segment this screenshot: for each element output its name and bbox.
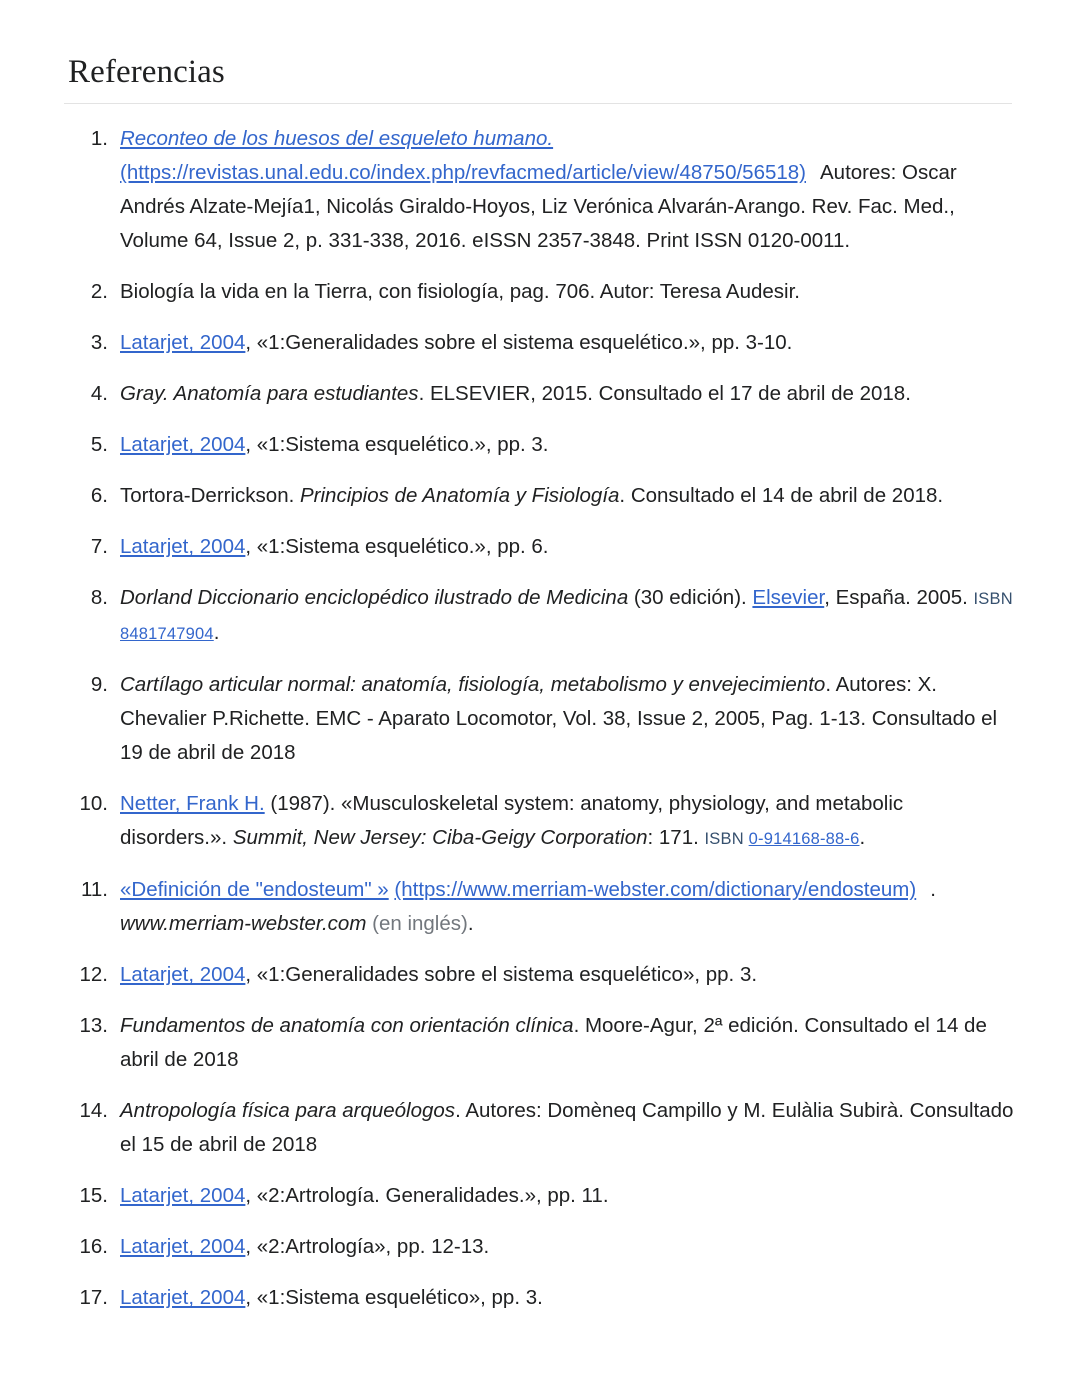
reference-detail-text: , «1:Generalidades sobre el sistema esquelético.», pp. 3-10. bbox=[245, 331, 793, 355]
heading-divider bbox=[64, 103, 1012, 104]
reference-tail-text: . bbox=[213, 621, 220, 645]
reference-source-italic: Summit, New Jersey: Ciba-Geigy Corporation bbox=[232, 826, 648, 850]
reference-title-italic: Gray. Anatomía para estudiantes bbox=[120, 382, 419, 406]
reference-item-7 bbox=[64, 530, 1014, 564]
reference-title-italic: Dorland Diccionario enciclopédico ilustrado de Medicina bbox=[120, 586, 629, 610]
reference-url-link[interactable]: (https://revistas.unal.edu.co/index.php/revfacmed/article/view/48750/56518) bbox=[120, 161, 806, 185]
reference-detail-text: (1987). «Musculoskeletal system: anatomy, physiology, and metabolic disorders.». bbox=[120, 792, 904, 850]
reference-item-9 bbox=[64, 668, 1014, 770]
reference-detail-text: , «1:Sistema esquelético.», pp. 3. bbox=[245, 433, 549, 457]
reference-item-1 bbox=[64, 122, 1014, 258]
reference-detail-text: . Consultado el 14 de abril de 2018. bbox=[619, 484, 944, 508]
citation-link-latarjet[interactable]: Latarjet, 2004 bbox=[120, 963, 246, 987]
reference-item-3 bbox=[64, 326, 1014, 360]
reference-title-italic: Antropología física para arqueólogos bbox=[120, 1099, 456, 1123]
author-link-netter[interactable]: Netter, Frank H. bbox=[120, 792, 265, 816]
reference-item-15 bbox=[64, 1179, 1014, 1213]
reference-detail-text: , España. 2005. bbox=[824, 586, 974, 610]
reference-site-italic: www.merriam-webster.com bbox=[120, 912, 367, 936]
citation-link-latarjet[interactable]: Latarjet, 2004 bbox=[120, 1286, 246, 1310]
reference-detail-text: , «2:Artrología», pp. 12-13. bbox=[245, 1235, 490, 1259]
isbn-label: ISBN bbox=[704, 830, 744, 849]
reference-detail-text: Biología la vida en la Tierra, con fisiología, pag. 706. Autor: Teresa Audesir. bbox=[120, 280, 800, 304]
reference-url-link[interactable]: (https://www.merriam-webster.com/dictionary/endosteum) bbox=[394, 878, 917, 902]
citation-link-latarjet[interactable]: Latarjet, 2004 bbox=[120, 1184, 246, 1208]
reference-detail-text: Autores: Oscar Andrés Alzate-Mejía1, Nicolás Giraldo-Hoyos, Liz Verónica Alvarán-Arango. Rev. Fac. Med., Volume 64, Issue 2, p. 331-338, 2016. eISSN 2357-3848. Print ISSN 0120-0011. bbox=[120, 161, 957, 253]
reference-detail-text: . Moore-Agur, 2ª edición. Consultado el 14 de abril de 2018 bbox=[120, 1014, 987, 1072]
reference-detail-text: , «1:Sistema esquelético.», pp. 6. bbox=[245, 535, 549, 559]
reference-item-14 bbox=[64, 1094, 1014, 1162]
page-title: Referencias bbox=[68, 54, 225, 90]
reference-title-italic: Principios de Anatomía y Fisiología bbox=[300, 484, 620, 508]
reference-edition-text: (30 edición). bbox=[628, 586, 753, 610]
reference-item-11 bbox=[64, 873, 1014, 941]
citation-link-latarjet[interactable]: Latarjet, 2004 bbox=[120, 1235, 246, 1259]
publisher-link-elsevier[interactable]: Elsevier bbox=[752, 586, 825, 610]
reference-title-link[interactable]: Reconteo de los huesos del esqueleto humano. bbox=[120, 127, 554, 151]
citation-link-latarjet[interactable]: Latarjet, 2004 bbox=[120, 433, 246, 457]
reference-item-8 bbox=[64, 581, 1014, 651]
reference-tail-text: . bbox=[859, 826, 866, 850]
isbn-label: ISBN bbox=[973, 590, 1013, 609]
reference-item-4 bbox=[64, 377, 1014, 411]
reference-item-17 bbox=[64, 1281, 1014, 1315]
isbn-link[interactable]: 0-914168-88-6 bbox=[748, 830, 860, 849]
reference-language-note: (en inglés) bbox=[366, 912, 468, 936]
citation-link-latarjet[interactable]: Latarjet, 2004 bbox=[120, 535, 246, 559]
reference-detail-text: . ELSEVIER, 2015. Consultado el 17 de abril de 2018. bbox=[418, 382, 911, 406]
reference-pages-text: : 171. bbox=[647, 826, 705, 850]
reference-period: . bbox=[930, 878, 936, 902]
reference-title-link[interactable]: «Definición de "endosteum" » bbox=[120, 878, 389, 902]
reference-author-text: Tortora-Derrickson. bbox=[120, 484, 300, 508]
isbn-link[interactable]: 8481747904 bbox=[120, 625, 214, 644]
reference-item-6 bbox=[64, 479, 1014, 513]
reference-item-2 bbox=[64, 275, 1014, 309]
reference-detail-text: , «1:Generalidades sobre el sistema esquelético», pp. 3. bbox=[245, 963, 758, 987]
references-list bbox=[64, 122, 1016, 1315]
reference-tail-text: . bbox=[467, 912, 474, 936]
reference-item-16 bbox=[64, 1230, 1014, 1264]
reference-title-italic: Cartílago articular normal: anatomía, fisiología, metabolismo y envejecimiento bbox=[120, 673, 826, 697]
reference-item-10 bbox=[64, 787, 1014, 856]
reference-item-13 bbox=[64, 1009, 1014, 1077]
reference-detail-text: . Autores: Domèneq Campillo y M. Eulàlia Subirà. Consultado el 15 de abril de 2018 bbox=[120, 1099, 1014, 1157]
reference-detail-text: , «1:Sistema esquelético», pp. 3. bbox=[245, 1286, 543, 1310]
reference-detail-text: , «2:Artrología. Generalidades.», pp. 11. bbox=[245, 1184, 609, 1208]
reference-item-5 bbox=[64, 428, 1014, 462]
reference-title-italic: Fundamentos de anatomía con orientación clínica bbox=[120, 1014, 574, 1038]
reference-item-12 bbox=[64, 958, 1014, 992]
citation-link-latarjet[interactable]: Latarjet, 2004 bbox=[120, 331, 246, 355]
reference-detail-text: . Autores: X. Chevalier P.Richette. EMC - Aparato Locomotor, Vol. 38, Issue 2, 2005, Pag. 1-13. Consultado el 19 de abril de 2018 bbox=[120, 673, 998, 765]
